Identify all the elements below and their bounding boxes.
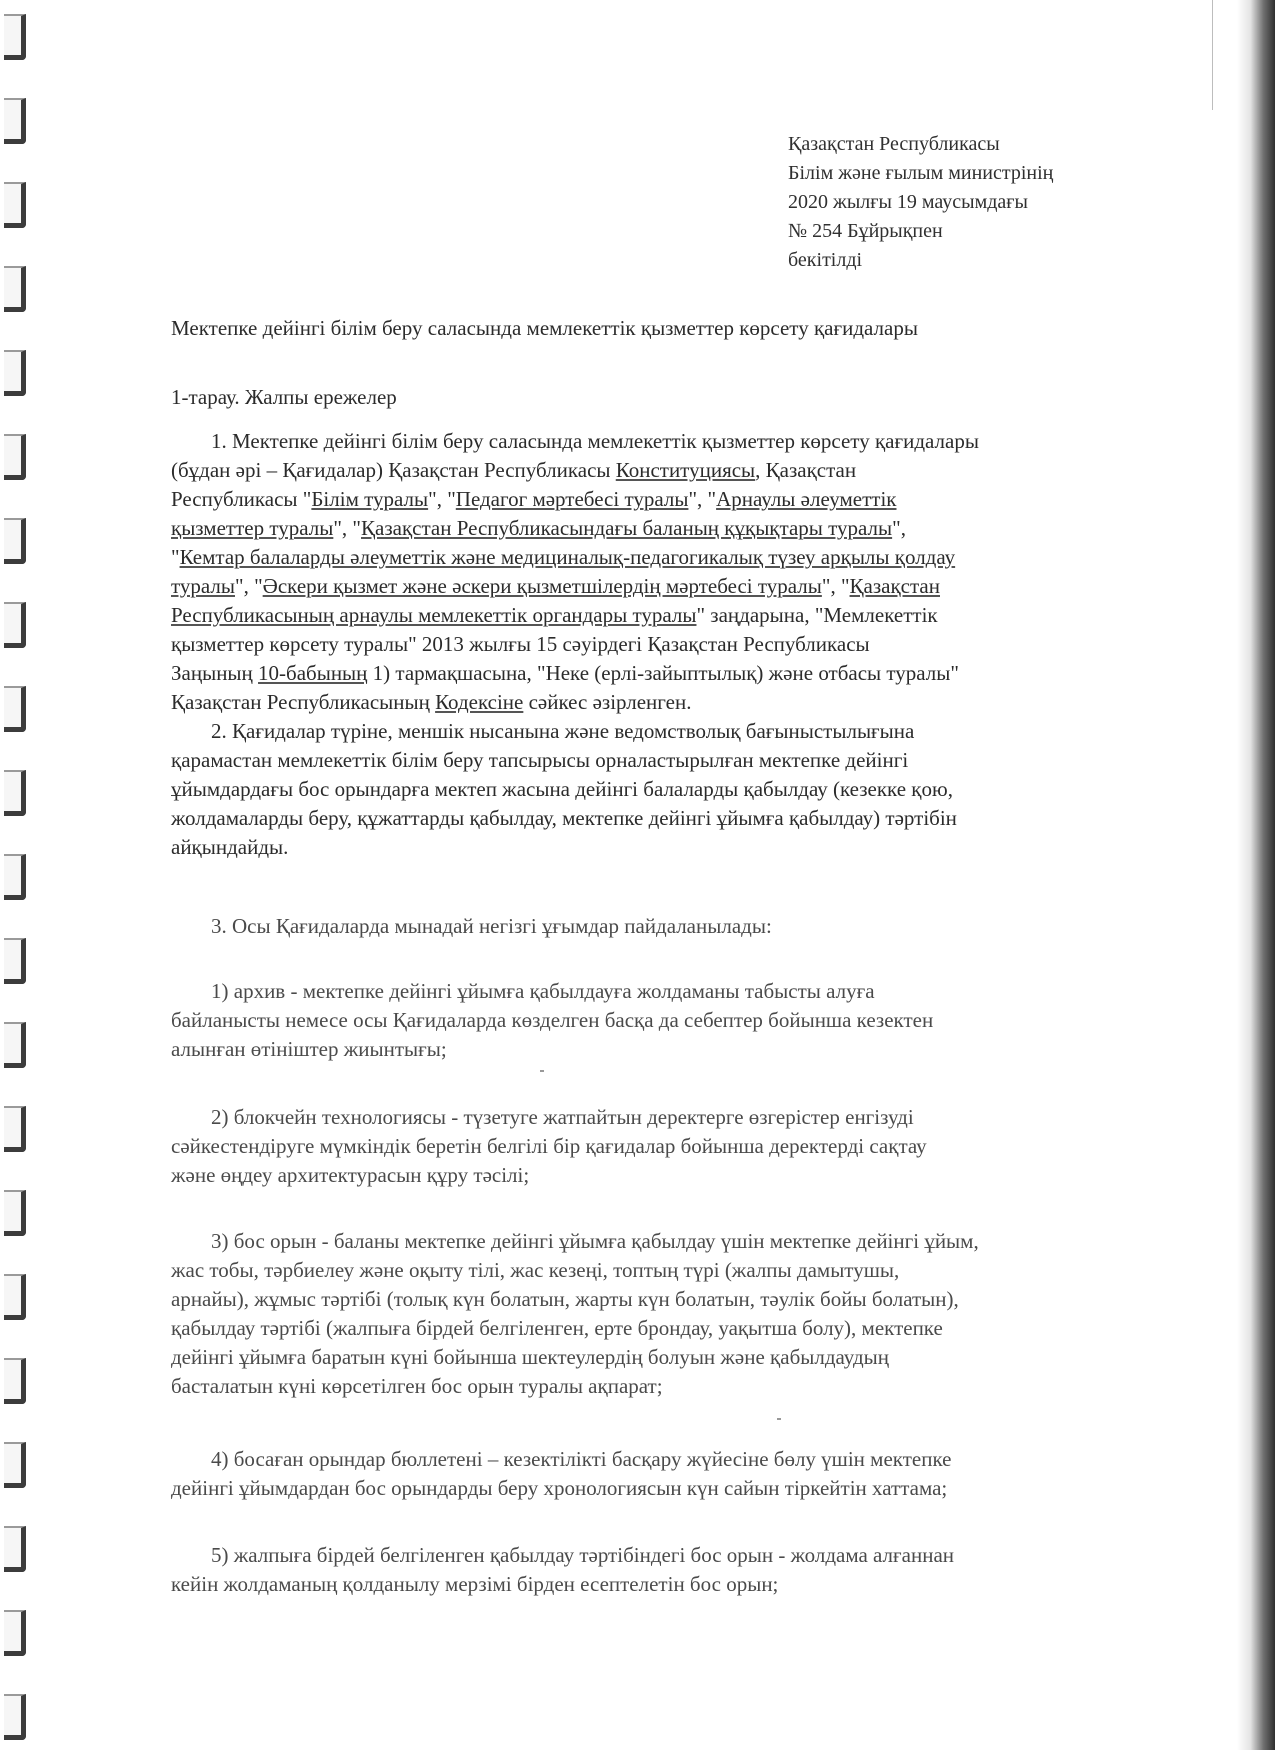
paragraph-3 (171, 912, 1131, 941)
binding-hole (4, 602, 26, 648)
paragraph-line: байланысты немесе осы Қағидаларда көзделген басқа да себептер бойынша кезектен (171, 1008, 934, 1032)
link-special-state-bodies-law[interactable]: Қазақстан (849, 574, 940, 598)
approval-line: Білім және ғылым министрінің (788, 162, 1054, 184)
approval-line: № 254 Бұйрықпен (788, 220, 943, 242)
paragraph-line: дейінгі ұйымға баратын күні бойынша шектеулердің болуын және қабылдаудың (171, 1345, 889, 1369)
paragraph-line (171, 543, 1131, 572)
binding-hole (4, 266, 26, 312)
paragraph-line: кейін жолдаманың қолданылу мерзімі бірден есептелетін бос орын; (171, 1572, 779, 1596)
paragraph-line: басталатын күні көрсетілген бос орын туралы ақпарат; (171, 1374, 663, 1398)
binding-hole (4, 1358, 26, 1404)
link-code[interactable]: Кодексіне (435, 690, 524, 714)
binding-hole (4, 1610, 26, 1656)
link-constitution[interactable]: Конституциясы (615, 458, 756, 482)
binding-hole (4, 854, 26, 900)
paragraph-line (171, 514, 1131, 543)
paragraph-line: 2) блокчейн технологиясы - түзетуге жатпайтын деректерге өзгерістер енгізуді (211, 1105, 914, 1129)
approval-block (788, 130, 1053, 275)
binding-hole (4, 1442, 26, 1488)
definition-2 (171, 1103, 1131, 1190)
scan-edge-line (1212, 0, 1213, 110)
text: , Қазақстан (755, 458, 857, 482)
text: Заңының (171, 661, 259, 685)
definition-4 (171, 1445, 1131, 1503)
paragraph-line: қарамастан мемлекеттік білім беру тапсырысы орналастырылған мектепке дейінгі (171, 748, 909, 772)
approval-line: бекітілді (788, 249, 863, 271)
paragraph-line: 3. Осы Қағидаларда мынадай негізгі ұғымдар пайдаланылады: (211, 914, 772, 938)
paragraph-line: дейінгі ұйымдардан бос орындарды беру хронологиясын күн сайын тіркейтін хаттама; (171, 1476, 948, 1500)
scan-speck (540, 1070, 544, 1072)
document-title: Мектепке дейінгі білім беру саласында мемлекеттік қызметтер көрсету қағидалары (171, 316, 918, 340)
paragraph-line: жолдамаларды беру, құжаттарды қабылдау, мектепке дейінгі ұйымға қабылдау) тәртібін (171, 806, 957, 830)
paragraph-line: алынған өтініштер жиынтығы; (171, 1037, 447, 1061)
binding-hole (4, 938, 26, 984)
binding-hole (4, 434, 26, 480)
paragraph-line: ұйымдардағы бос орындарға мектеп жасына дейінгі балаларды қабылдау (кезекке қою, (171, 777, 953, 801)
text: " (171, 545, 180, 569)
paragraph-line (171, 485, 1131, 514)
link-military-service-law[interactable]: Әскери қызмет және әскери қызметшілердің мәртебесі туралы (262, 574, 822, 598)
paragraph-line (171, 456, 1131, 485)
binding-hole (4, 1274, 26, 1320)
spiral-binding (0, 0, 40, 1750)
text: " заңдарына, "Мемлекеттік (696, 603, 938, 627)
approval-line: 2020 жылғы 19 маусымдағы (788, 191, 1028, 213)
definition-1 (171, 977, 1131, 1064)
paragraph-line: 4) босаған орындар бюллетені – кезектілікті басқару жүйесіне бөлу үшін мектепке (211, 1447, 952, 1471)
paragraph-line (171, 572, 1131, 601)
paragraph-line (171, 659, 1131, 688)
scan-speck (777, 1418, 781, 1420)
paragraph-line: айқындайды. (171, 835, 289, 859)
text: ", " (688, 487, 717, 511)
paragraph-line: 1) архив - мектепке дейінгі ұйымға қабылдауға жолдаманы табысты алуға (211, 979, 875, 1003)
binding-hole (4, 1022, 26, 1068)
paragraph-line (171, 688, 1131, 717)
approval-line: Қазақстан Республикасы (788, 133, 1000, 155)
paragraph-line: 1. Мектепке дейінгі білім беру саласында мемлекеттік қызметтер көрсету қағидалары (211, 429, 979, 453)
link-social-services-law[interactable]: қызметтер туралы (171, 516, 334, 540)
paragraph-line: 5) жалпыға бірдей белгіленген қабылдау тәртібіндегі бос орын - жолдама алғаннан (211, 1543, 955, 1567)
link-disabled-children-law[interactable]: туралы (171, 574, 235, 598)
text: Қазақстан Республикасының (171, 690, 436, 714)
binding-hole (4, 14, 26, 60)
binding-hole (4, 182, 26, 228)
link-social-services-law[interactable]: Арнаулы әлеуметтік (716, 487, 897, 511)
text: ", " (428, 487, 456, 511)
paragraph-line: арнайы), жұмыс тәртібі (толық күн болатын, жарты күн болатын, тәулік бойы болатын), (171, 1287, 959, 1311)
link-education-law[interactable]: Білім туралы (311, 487, 429, 511)
paragraph-line: қабылдау тәртібі (жалпыға бірдей белгіленген, ерте брондау, уақытша болу), мектепке (171, 1316, 943, 1340)
binding-hole (4, 98, 26, 144)
binding-hole (4, 350, 26, 396)
chapter-heading: 1-тарау. Жалпы ережелер (171, 385, 397, 409)
paragraph-line: 3) бос орын - баланы мектепке дейінгі ұйымға қабылдау үшін мектепке дейінгі ұйым, (211, 1229, 979, 1253)
text: 1) тармақшасына, "Неке (ерлі-зайыптылық) және отбасы туралы" (367, 661, 959, 685)
link-child-rights-law[interactable]: Қазақстан Республикасындағы баланың құқықтары туралы (361, 516, 893, 540)
binding-hole (4, 1526, 26, 1572)
binding-hole (4, 1694, 26, 1740)
text: (бұдан әрі – Қағидалар) Қазақстан Республикасы (171, 458, 616, 482)
definition-5 (171, 1541, 1131, 1599)
paragraph-1 (171, 427, 1131, 717)
paragraph-line: 2. Қағидалар түріне, меншік нысанына және ведомстволық бағыныстылығына (211, 719, 915, 743)
link-article-10[interactable]: 10-бабының (258, 661, 368, 685)
definition-3 (171, 1227, 1131, 1401)
paragraph-line: жас тобы, тәрбиелеу және оқыту тілі, жас кезеңі, топтың түрі (жалпы дамытушы, (171, 1258, 900, 1282)
paragraph-2 (171, 717, 1131, 862)
binding-hole (4, 518, 26, 564)
binding-hole (4, 770, 26, 816)
paragraph-line: сәйкестендіруге мүмкіндік беретін белгілі бір қағидалар бойынша деректерді сақтау (171, 1134, 927, 1158)
binding-hole (4, 1190, 26, 1236)
link-teacher-status-law[interactable]: Педагог мәртебесі туралы (455, 487, 689, 511)
binding-hole (4, 686, 26, 732)
binding-hole (4, 1106, 26, 1152)
scan-edge-shadow (1237, 0, 1275, 1750)
text: ", " (235, 574, 263, 598)
link-special-state-bodies-law[interactable]: Республикасының арнаулы мемлекеттік органдары туралы (171, 603, 697, 627)
text: Республикасы " (171, 487, 312, 511)
paragraph-line (171, 601, 1131, 630)
paragraph-line: және өңдеу архитектурасын құру тәсілі; (171, 1163, 530, 1187)
paragraph-line: қызметтер көрсету туралы" 2013 жылғы 15 сәуірдегі Қазақстан Республикасы (171, 632, 870, 656)
text: ", " (333, 516, 361, 540)
text: сәйкес әзірленген. (523, 690, 692, 714)
text: ", " (821, 574, 850, 598)
link-disabled-children-law[interactable]: Кемтар балаларды әлеуметтік және медициналық-педагогикалық түзеу арқылы қолдау (179, 545, 956, 569)
text: ", (892, 516, 906, 540)
